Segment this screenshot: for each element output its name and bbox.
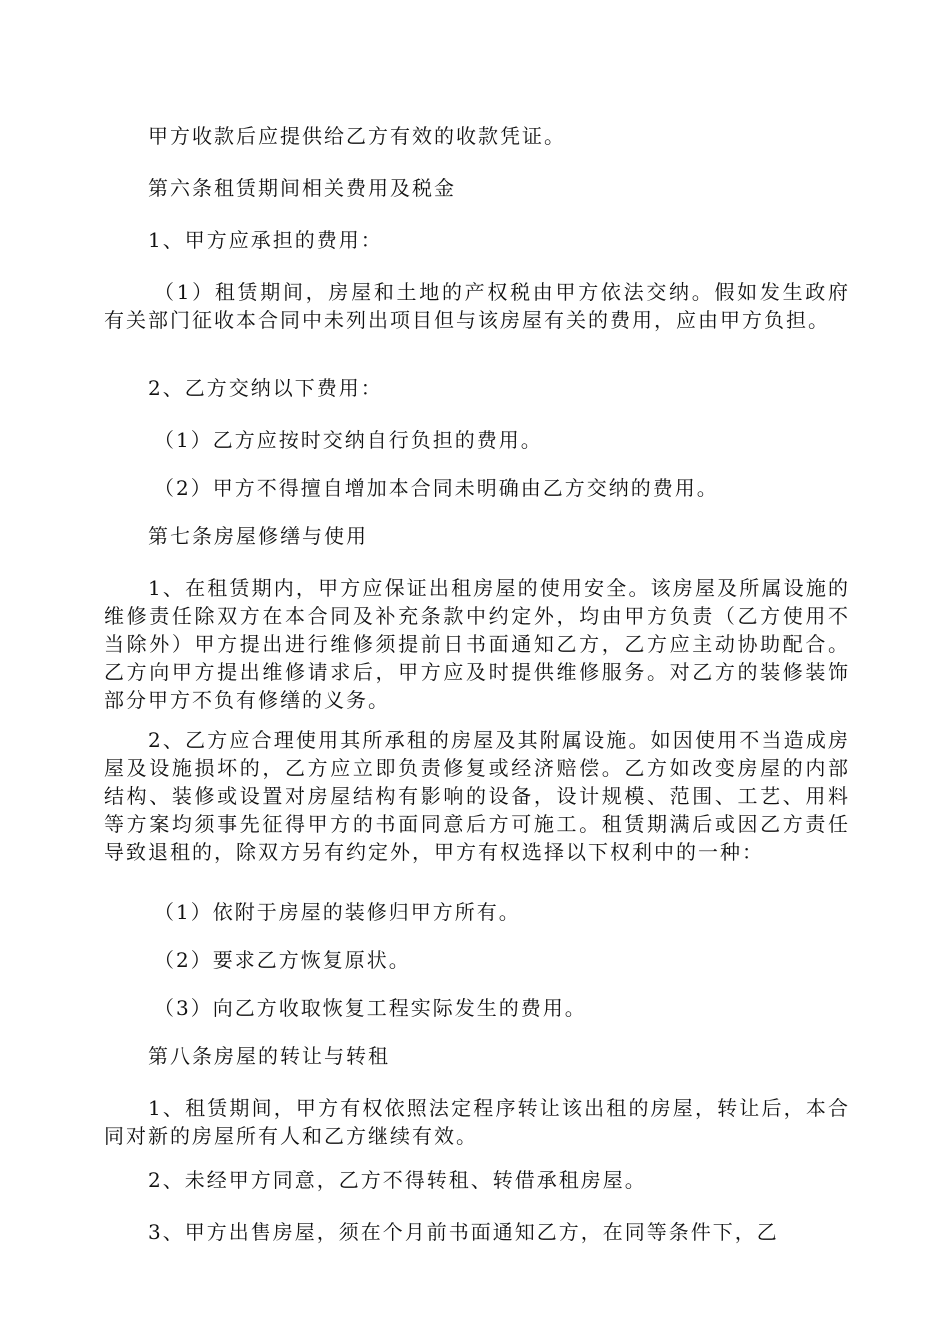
paragraph-no-sublet: 2、未经甲方同意，乙方不得转租、转借承租房屋。 [148,1168,647,1192]
paragraph-tenant-fees: 2、乙方交纳以下费用： [148,376,383,400]
paragraph-tenant-fee-1: （1）乙方应按时交纳自行负担的费用。 [154,428,543,452]
paragraph-tenant-fee-2: （2）甲方不得擅自增加本合同未明确由乙方交纳的费用。 [154,476,719,500]
paragraph-proper-use: 2、乙方应合理使用其所承租的房屋及其附属设施。如因使用不当造成房屋及设施损坏的，乙方应立即负责修复或经济赔偿。乙方如改变房屋的内部结构、装修或设置对房屋结构有影响的设备，设计规模、范围、工艺、用料等方案均须事先征得甲方的书面同意后方可施工。租赁期满后或因乙方责任导致退租的，除双方另有约定外，甲方有权选择以下权利中的一种： [104,728,850,864]
heading-article-6: 第六条租赁期间相关费用及税金 [148,176,456,200]
paragraph-option-1: （1）依附于房屋的装修归甲方所有。 [154,900,521,924]
paragraph-transfer: 1、租赁期间，甲方有权依照法定程序转让该出租的房屋，转让后，本合同对新的房屋所有人和乙方继续有效。 [104,1096,850,1148]
paragraph-landlord-fees: 1、甲方应承担的费用： [148,228,383,252]
paragraph-receipt: 甲方收款后应提供给乙方有效的收款凭证。 [148,124,566,148]
paragraph-option-3: （3）向乙方收取恢复工程实际发生的费用。 [154,996,587,1020]
heading-article-7: 第七条房屋修缮与使用 [148,524,368,548]
heading-article-8: 第八条房屋的转让与转租 [148,1044,390,1068]
paragraph-property-tax: （1）租赁期间，房屋和土地的产权税由甲方依法交纳。假如发生政府有关部门征收本合同中未列出项目但与该房屋有关的费用，应由甲方负担。 [104,280,850,332]
paragraph-sale-notice: 3、甲方出售房屋，须在个月前书面通知乙方，在同等条件下，乙 [148,1220,779,1244]
paragraph-option-2: （2）要求乙方恢复原状。 [154,948,411,972]
paragraph-repair-duty: 1、在租赁期内，甲方应保证出租房屋的使用安全。该房屋及所属设施的维修责任除双方在本合同及补充条款中约定外，均由甲方负责（乙方使用不当除外）甲方提出进行维修须提前日书面通知乙方，乙方应主动协助配合。乙方向甲方提出维修请求后，甲方应及时提供维修服务。对乙方的装修装饰部分甲方不负有修缮的义务。 [104,576,850,712]
